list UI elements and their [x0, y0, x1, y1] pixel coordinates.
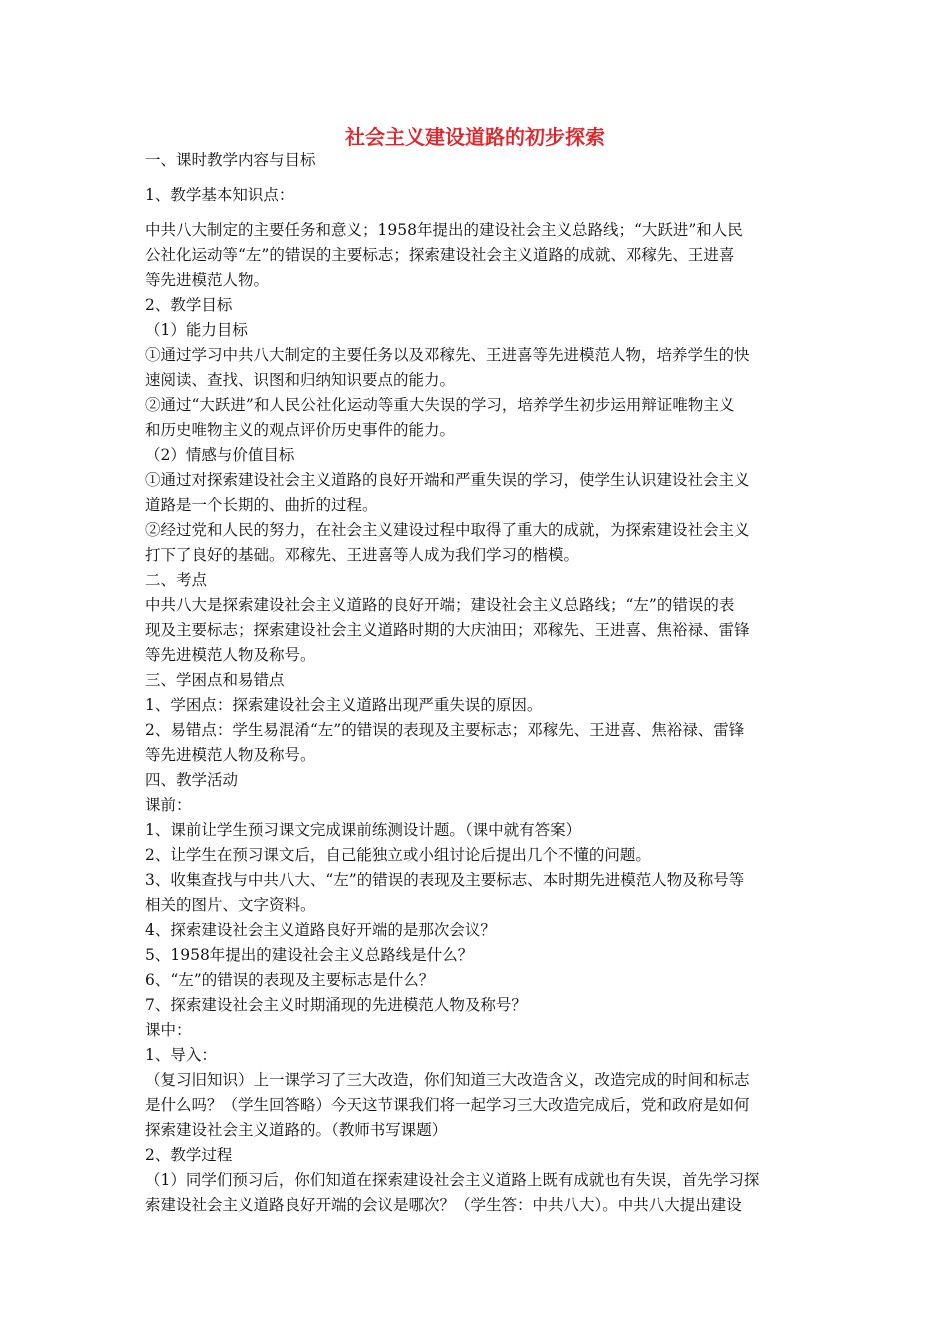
text-line: 7、探索建设社会主义时期涌现的先进模范人物及称号？: [145, 996, 527, 1014]
text-line: ②经过党和人民的努力，在社会主义建设过程中取得了重大的成就，为探索建设社会主义: [145, 521, 750, 539]
text-line: 1、导入：: [145, 1046, 217, 1064]
text-line: 1、教学基本知识点：: [145, 186, 295, 204]
text-line: 2、让学生在预习课文后，自己能独立或小组讨论后提出几个不懂的问题。: [145, 846, 651, 864]
document-title: 社会主义建设道路的初步探索: [345, 125, 605, 149]
text-line: 1、课前让学生预习课文完成课前练测设计题。（课中就有答案）: [145, 821, 582, 839]
text-line: 速阅读、查找、识图和归纳知识要点的能力。: [145, 371, 456, 389]
text-line: ①通过对探索建设社会主义道路的良好开端和严重失误的学习，使学生认识建设社会主义: [145, 471, 750, 489]
text-line: （1）能力目标: [145, 321, 248, 339]
text-line: 打下了良好的基础。邓稼先、王进喜等人成为我们学习的楷模。: [145, 546, 580, 564]
text-line: 3、收集查找与中共八大、“左”的错误的表现及主要标志、本时期先进模范人物及称号等: [145, 871, 745, 889]
text-line: 中共八大是探索建设社会主义道路的良好开端；建设社会主义总路线；“左”的错误的表: [145, 596, 735, 614]
text-line: 2、教学目标: [145, 296, 233, 314]
paragraph-gap: [145, 173, 810, 183]
text-line: 课前：: [145, 796, 192, 814]
text-line: （1）同学们预习后，你们知道在探索建设社会主义道路上既有成就也有失误，首先学习探: [145, 1171, 760, 1189]
text-line: 5、1958年提出的建设社会主义总路线是什么？: [145, 946, 474, 964]
text-line: 一、课时教学内容与目标: [145, 151, 316, 169]
text-line: 探索建设社会主义道路的。（教师书写课题）: [145, 1121, 448, 1139]
text-line: 现及主要标志；探索建设社会主义道路时期的大庆油田；邓稼先、王进喜、焦裕禄、雷锋: [145, 621, 750, 639]
text-line: 4、探索建设社会主义道路良好开端的是那次会议？: [145, 921, 496, 939]
text-line: 四、教学活动: [145, 771, 239, 789]
text-line: 等先进模范人物及称号。: [145, 646, 316, 664]
text-line: 中共八大制定的主要任务和意义；1958年提出的建设社会主义总路线；“大跃进”和人民: [145, 221, 743, 239]
text-line: ①通过学习中共八大制定的主要任务以及邓稼先、王进喜等先进模范人物，培养学生的快: [145, 346, 750, 364]
text-line: 二、考点: [145, 571, 208, 589]
text-line: 是什么吗？（学生回答略）今天这节课我们将一起学习三大改造完成后，党和政府是如何: [145, 1096, 750, 1114]
text-line: （2）情感与价值目标: [145, 446, 295, 464]
text-line: （复习旧知识）上一课学习了三大改造，你们知道三大改造含义，改造完成的时间和标志: [145, 1071, 750, 1089]
text-line: 和历史唯物主义的观点评价历史事件的能力。: [145, 421, 456, 439]
text-line: 2、教学过程: [145, 1146, 233, 1164]
text-line: 索建设社会主义道路良好开端的会议是哪次？（学生答：中共八大）。中共八大提出建设: [145, 1196, 742, 1214]
document-body: [145, 148, 810, 1218]
text-line: ②通过“大跃进”和人民公社化运动等重大失误的学习，培养学生初步运用辩证唯物主义: [145, 396, 735, 414]
text-line: 公社化运动等“左”的错误的主要标志；探索建设社会主义道路的成就、邓稼先、王进喜: [145, 246, 735, 264]
paragraph-gap: [145, 208, 810, 218]
text-line: 道路是一个长期的、曲折的过程。: [145, 496, 378, 514]
text-line: 相关的图片、文字资料。: [145, 896, 316, 914]
text-line: 1、学困点：探索建设社会主义道路出现严重失误的原因。: [145, 696, 543, 714]
text-line: 课中：: [145, 1021, 192, 1039]
text-line: 等先进模范人物及称号。: [145, 746, 316, 764]
text-line: 三、学困点和易错点: [145, 671, 285, 689]
text-line: 6、“左”的错误的表现及主要标志是什么？: [145, 971, 435, 989]
text-line: 2、易错点：学生易混淆“左”的错误的表现及主要标志；邓稼先、王进喜、焦裕禄、雷锋: [145, 721, 745, 739]
text-line: 等先进模范人物。: [145, 271, 270, 289]
